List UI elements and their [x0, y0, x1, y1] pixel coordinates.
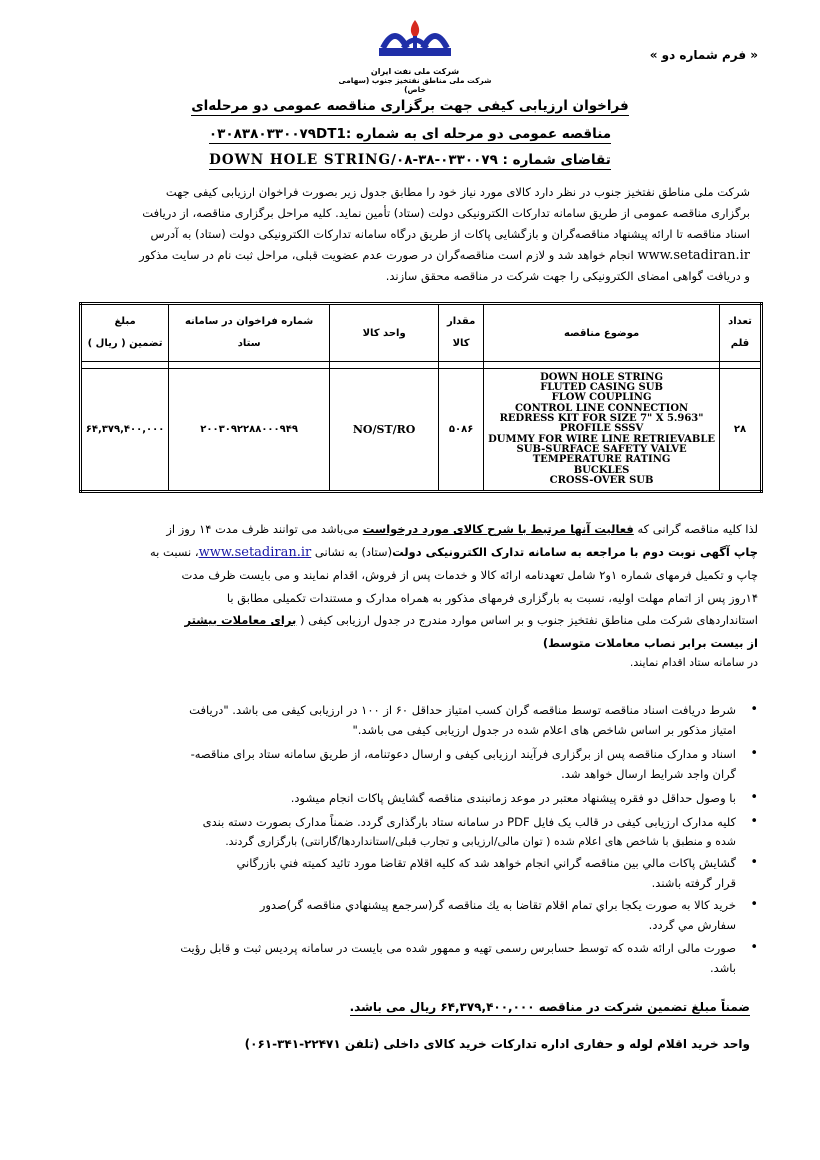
- header-qty-l2: کالا: [452, 338, 470, 349]
- bullet-6-l1: خريد كالا به صورت يكجا براي تمام اقلام تقاضا به يك مناقصه گر(سرجمع پيشنهادي مناقصه گر)صدور: [259, 898, 736, 912]
- bullet-2-l2: گران واجد شرایط ارسال خواهد شد.: [561, 767, 736, 781]
- header-count-l1: تعداد: [728, 316, 752, 327]
- item-line: PROFILE SSSV: [559, 423, 644, 435]
- body-line-2: [96, 541, 758, 565]
- body-line-5a: استانداردهای شرکت ملی مناطق نفتخیز جنوب و بر اساس موارد مندرج در جدول ارزیابی کیفی (: [296, 613, 758, 627]
- body-line-1: [96, 518, 758, 541]
- title-line-2: [120, 126, 700, 142]
- header-call-number: [169, 304, 330, 362]
- request-number: ۰۳۳۰۰۷۹-۳۸-۰۸/: [391, 152, 498, 168]
- bullet-dot-icon: •: [750, 940, 758, 955]
- bullet-dot-icon: •: [750, 855, 758, 870]
- row-call-number: ۲۰۰۳۰۹۲۲۸۸۰۰۰۹۴۹: [169, 369, 330, 492]
- body-line-2b: (ستاد) به نشانی: [311, 544, 393, 559]
- header-call-l1: شماره فراخوان در سامانه: [184, 316, 314, 327]
- table-header-row: [81, 304, 762, 362]
- bullet-item-7: [96, 938, 758, 978]
- bullet-4-l1: کلیه مدارک ارزیابی کیفی در قالب یک فایل PDF در سامانه ستاد بارگذاری گردد. ضمناً مدارک بصورت دسته بندی: [202, 815, 736, 829]
- header-subject: موضوع مناقصه: [484, 304, 720, 362]
- tender-table: [79, 302, 763, 493]
- request-latin: DOWN HOLE STRING: [209, 152, 392, 168]
- header-amount: [81, 304, 169, 362]
- item-line: DOWN HOLE STRING: [540, 371, 663, 383]
- item-line: REDRESS KIT FOR SIZE 7" X 5.963": [499, 413, 704, 425]
- title-line-1-text: فراخوان ارزیابی کیفی جهت برگزاری مناقصه عمومی دو مرحله‌ای: [191, 98, 629, 114]
- request-label: تقاضای شماره :: [497, 152, 611, 168]
- title-line-1: [120, 98, 700, 114]
- bullet-5-l2: قرار گرفته باشند.: [651, 876, 736, 890]
- item-line: DUMMY FOR WIRE LINE RETRIEVABLE: [488, 433, 715, 445]
- item-line: TEMPERATURE RATING: [532, 454, 671, 466]
- item-line: FLUTED CASING SUB: [540, 382, 663, 394]
- title-line-3-wrapper: [209, 152, 611, 170]
- intro-line-5: و دریافت گواهی امضای الکترونیکی را جهت شرکت در مناقصه محقق سازند.: [385, 269, 750, 283]
- bullet-1-l1: شرط دریافت اسناد مناقصه توسط مناقصه گران کسب امتیاز حداقل ۶۰ از ۱۰۰ در ارزیابی کیفی می باشد. "دریافت: [189, 703, 736, 717]
- body-line-2a: چاپ آگهی نوبت دوم با مراجعه به سامانه تدارک الکترونیکی دولت: [392, 544, 758, 559]
- header-qty: [439, 304, 484, 362]
- bullet-item-1: [96, 700, 758, 740]
- bullet-item-3: [96, 788, 758, 808]
- bullet-list: [96, 700, 758, 978]
- header-qty-l1: مقدار: [446, 316, 476, 327]
- table-gap-row: [81, 362, 762, 369]
- item-line: FLOW COUPLING: [551, 392, 652, 404]
- bullet-dot-icon: •: [750, 790, 758, 805]
- item-line: CONTROL LINE CONNECTION: [514, 402, 689, 414]
- table-row: [81, 369, 762, 492]
- bullet-item-2: [96, 744, 758, 784]
- body-line-6: از بیست برابر نصاب معاملات متوسط): [542, 635, 758, 650]
- guarantee-amount-note: [210, 1000, 750, 1014]
- bullet-3-l1: با وصول حداقل دو فقره پیشنهاد معتبر در موعد زمانبندی مناقصه گشایش پاکات انجام میشود.: [290, 791, 736, 805]
- form-number: « فرم شماره دو »: [649, 48, 758, 62]
- item-line: BUCKLES: [573, 464, 630, 476]
- company-logo-block: [330, 18, 500, 94]
- bullet-dot-icon: •: [750, 746, 758, 761]
- header-count: [720, 304, 762, 362]
- bullet-dot-icon: •: [750, 897, 758, 912]
- bullet-2-l1: اسناد و مدارک مناقصه پس از برگزاری فرآیند ارزیابی کیفی و ارسال دعوتنامه، از طریق سامانه ستاد برای مناقصه-: [190, 747, 736, 761]
- body-line-1a: لذا کلیه مناقصه گرانی که: [633, 522, 758, 536]
- bullet-5-l1: گشايش پاكات مالي بين مناقصه گراني انجام خواهد شد كه كليه اقلام تقاضا مورد تائيد كميته فني بازرگاني: [236, 856, 736, 870]
- bullet-4-l2: شده و منطبق با شاخص های اعلام شده ( توان مالی/ارزیابی و تجارب قبلی/استانداردها/گارانتی) بارگزاری گردند.: [225, 835, 736, 848]
- row-count: ۲۸: [720, 369, 762, 492]
- company-name-line2: شرکت ملی مناطق نفتخیز جنوب (سهامی خاص): [338, 76, 492, 94]
- bullet-1-l2: امتیاز مذکور بر اساس شاخص های اعلام شده در جدول ارزیابی کیفی می باشد.": [352, 723, 736, 737]
- row-amount: ۶۴,۳۷۹,۴۰۰,۰۰۰: [81, 369, 169, 492]
- footer-contact: واحد خرید اقلام لوله و حفاری اداره تدارکات خرید کالای داخلی (تلفن ۲۲۴۷۱-۳۴۱-۰۶۱): [244, 1037, 750, 1051]
- title-line-3: [120, 152, 700, 168]
- intro-line-3: اسناد مناقصه تا ارائه پیشنهاد مناقصه‌گران و بازگشایی پاکات از طریق درگاه سامانه تدارکات الکترونیکی دولت (ستاد) به آدرس: [150, 227, 750, 241]
- intro-line-2: برگزاری مناقصه عمومی از طریق سامانه تدارکات الکترونیکی دولت (ستاد) تأمین نماید. کلیه مراحل برگزاری مناقصه، از دریافت: [142, 206, 750, 220]
- bullet-item-4: [96, 812, 758, 852]
- body-line-2c: ، نسبت به: [150, 544, 199, 559]
- row-qty: ۵۰۸۶: [439, 369, 484, 492]
- body-line-4: ۱۴روز پس از اتمام مهلت اولیه، نسبت به بارگزاری فرمهای مذکور به همراه مدارک و مستندات تکمیلی مطابق با: [226, 590, 758, 605]
- body-line-1b: فعالیت آنها مرتبط با شرح کالای مورد درخواست: [362, 522, 634, 536]
- bullet-7-l1: صورت مالی ارائه شده که توسط حسابرس رسمی تهیه و ممهور شده می بایست در سامانه پردیس ثبت و قابل رؤیت: [180, 941, 736, 955]
- bullet-dot-icon: •: [750, 702, 758, 717]
- intro-line-4-text: انجام خواهد شد و لازم است مناقصه‌گران در صورت عدم عضویت قبلی، مراحل ثبت نام در سایت مذکور: [139, 248, 634, 262]
- header-call-l2: ستاد: [237, 338, 261, 349]
- bullet-6-l2: سفارش مي گردد.: [648, 918, 736, 932]
- bullet-item-6: [96, 895, 758, 935]
- body-line-5: [96, 609, 758, 632]
- intro-setad-link[interactable]: www.setadiran.ir: [637, 248, 750, 263]
- row-items: [484, 369, 720, 492]
- company-name-line1: شرکت ملی نفت ایران: [370, 67, 460, 76]
- header-count-l2: قلم: [730, 338, 750, 349]
- body-line-1c: می‌باشد می توانند ظرف مدت ۱۴ روز از: [166, 522, 363, 536]
- guarantee-amount-text: ضمناً مبلغ تضمین شرکت در مناقصه ۶۴,۳۷۹,۴۰۰,۰۰۰ ریال می باشد.: [349, 1000, 750, 1014]
- body-line-7: در سامانه ستاد اقدام نمایند.: [629, 656, 758, 669]
- item-line: SUB-SURFACE SAFETY VALVE: [516, 443, 687, 455]
- intro-paragraph: [100, 182, 750, 287]
- row-unit: NO/ST/RO: [330, 369, 439, 492]
- header-amount-l2: تضمین ( ریال ): [87, 338, 163, 349]
- header-unit: واحد کالا: [330, 304, 439, 362]
- header-amount-l1: مبلغ: [114, 316, 136, 327]
- body-paragraph: [96, 518, 758, 672]
- bullet-item-5: [96, 853, 758, 893]
- body-line-5b: برای معاملات بیشتر: [184, 613, 297, 627]
- intro-line-4: [100, 245, 750, 266]
- item-line: CROSS-OVER SUB: [549, 474, 654, 486]
- body-setad-link[interactable]: www.setadiran.ir: [198, 544, 312, 560]
- intro-line-1: شرکت ملی مناطق نفتخیز جنوب در نظر دارد کالای مورد نیاز خود را مطابق جدول زیر بصورت فراخوان ارزیابی کیفی جهت: [165, 185, 750, 199]
- body-line-3: چاپ و تکمیل فرمهای شماره ۱و۲ شامل تعهدنامه ارائه کالا و خدمات پس از فروش، اقدام نمایند و می بایست ظرف مدت: [181, 568, 758, 582]
- bullet-dot-icon: •: [750, 814, 758, 829]
- title-line-2-text: مناقصه عمومی دو مرحله ای به شماره :۰۳۰۸۳۸۰۳۳۰۰۷۹DT1: [208, 126, 612, 142]
- bullet-7-l2: باشد.: [709, 961, 736, 975]
- nioc-logo-icon: [373, 18, 457, 66]
